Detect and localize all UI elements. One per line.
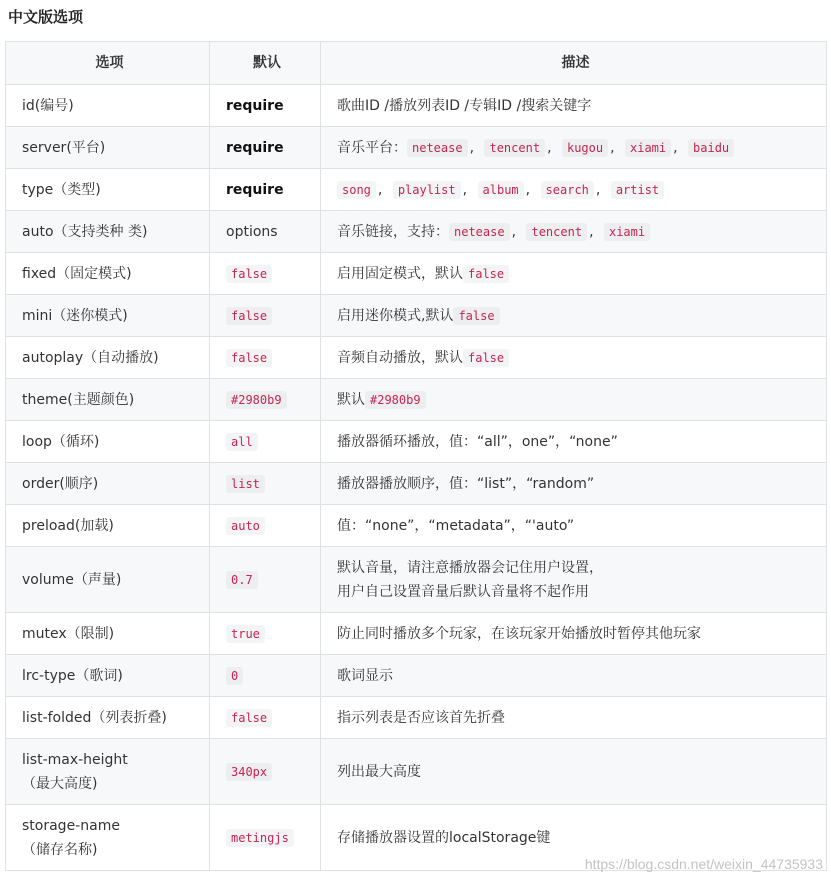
option-name: volume（声量) xyxy=(22,571,122,588)
option-name: mini（迷你模式) xyxy=(22,307,128,324)
separator: , xyxy=(610,139,615,156)
description-text: 防止同时播放多个玩家，在该玩家开始播放时暂停其他玩家 xyxy=(337,625,701,642)
default-value-cell xyxy=(210,169,321,211)
table-row xyxy=(6,211,827,253)
separator: , xyxy=(595,181,601,198)
option-name-cell xyxy=(6,655,210,697)
description-code: artist xyxy=(611,181,664,199)
description-line: 用户自己设置音量后默认音量将不起作用 xyxy=(337,583,589,600)
option-name: order(顺序) xyxy=(22,475,99,492)
default-value-code: 0.7 xyxy=(226,571,258,589)
default-value-cell xyxy=(210,805,321,871)
option-name-cell xyxy=(6,169,210,211)
default-value-cell xyxy=(210,421,321,463)
default-value-code: metingjs xyxy=(226,829,294,847)
default-value-cell xyxy=(210,739,321,805)
description-cell xyxy=(321,655,827,697)
option-name: server(平台) xyxy=(22,139,106,156)
option-name: fixed（固定模式) xyxy=(22,265,132,282)
option-name-line: （储存名称) xyxy=(22,841,98,858)
option-name: theme(主题颜色) xyxy=(22,391,135,408)
description-cell xyxy=(321,253,827,295)
option-name: loop（循环) xyxy=(22,433,100,450)
default-value-code: #2980b9 xyxy=(226,391,287,409)
description-cell xyxy=(321,85,827,127)
default-value-cell xyxy=(210,337,321,379)
column-header-default: 默认 xyxy=(210,42,321,85)
default-value-code: 0 xyxy=(226,667,243,685)
default-value-cell xyxy=(210,613,321,655)
default-value-cell xyxy=(210,127,321,169)
description-text: 歌曲ID /播放列表ID /专辑ID /搜索关键字 xyxy=(337,97,592,114)
description-text: 存储播放器设置的localStorage键 xyxy=(337,829,551,846)
separator: , xyxy=(525,181,531,198)
default-value-code: false xyxy=(226,265,272,283)
option-name-cell xyxy=(6,211,210,253)
table-row xyxy=(6,379,827,421)
default-value-cell xyxy=(210,697,321,739)
option-name: id(编号) xyxy=(22,97,74,114)
default-value-cell xyxy=(210,253,321,295)
option-name: preload(加载) xyxy=(22,517,114,534)
description-code: xiami xyxy=(604,223,650,241)
column-header-description: 描述 xyxy=(321,42,827,85)
description-text: 值：“none”，“metadata”，“'auto” xyxy=(337,517,575,534)
description-code: song xyxy=(337,181,376,199)
table-row xyxy=(6,127,827,169)
description-code: search xyxy=(541,181,594,199)
description-cell xyxy=(321,337,827,379)
option-name-line: storage-name xyxy=(22,817,120,834)
option-name: mutex（限制) xyxy=(22,625,115,642)
description-prefix: 音频自动播放，默认 xyxy=(337,349,463,366)
description-cell xyxy=(321,211,827,253)
option-name-cell xyxy=(6,547,210,613)
watermark: https://blog.csdn.net/weixin_44735933 xyxy=(584,856,823,872)
description-text: 播放器播放顺序，值：“list”，“random” xyxy=(337,475,595,492)
description-text: 指示列表是否应该首先折叠 xyxy=(337,709,505,726)
table-row xyxy=(6,337,827,379)
separator: , xyxy=(511,223,517,240)
separator: , xyxy=(469,139,475,156)
default-value-code: 340px xyxy=(226,763,272,781)
default-value-code: all xyxy=(226,433,258,451)
option-name-cell xyxy=(6,127,210,169)
option-name-cell xyxy=(6,85,210,127)
table-row xyxy=(6,697,827,739)
table-row xyxy=(6,613,827,655)
option-name-cell xyxy=(6,295,210,337)
description-text: 播放器循环播放，值：“all”，one”，“none” xyxy=(337,433,618,450)
option-name-cell xyxy=(6,337,210,379)
default-value-code: true xyxy=(226,625,265,643)
description-prefix: 音乐链接，支持： xyxy=(337,223,449,240)
description-prefix: 默认 xyxy=(337,391,365,408)
description-cell xyxy=(321,379,827,421)
default-value: options xyxy=(226,223,278,240)
option-name: type（类型) xyxy=(22,181,101,198)
description-code: tencent xyxy=(526,223,587,241)
default-value-cell xyxy=(210,505,321,547)
description-code: xiami xyxy=(625,139,671,157)
separator: , xyxy=(673,139,678,156)
table-row xyxy=(6,169,827,211)
table-header-row xyxy=(6,42,827,85)
table-row xyxy=(6,547,827,613)
description-cell xyxy=(321,127,827,169)
option-name: autoplay（自动播放) xyxy=(22,349,159,366)
option-name-cell xyxy=(6,253,210,295)
separator: , xyxy=(547,139,552,156)
description-prefix: 启用迷你模式,默认 xyxy=(337,307,454,324)
default-value-code: false xyxy=(226,349,272,367)
description-cell xyxy=(321,739,827,805)
description-code: baidu xyxy=(688,139,734,157)
description-text: 歌词显示 xyxy=(337,667,393,684)
description-code: playlist xyxy=(393,181,461,199)
description-cell xyxy=(321,613,827,655)
option-name: lrc-type（歌词) xyxy=(22,667,123,684)
option-name-line: list-max-height xyxy=(22,751,128,768)
table-row xyxy=(6,421,827,463)
option-name: list-folded（列表折叠) xyxy=(22,709,167,726)
default-value-cell xyxy=(210,295,321,337)
description-code: tencent xyxy=(484,139,545,157)
option-name: auto（支持类种 类) xyxy=(22,223,148,240)
default-value: require xyxy=(226,139,284,156)
description-cell xyxy=(321,697,827,739)
table-row xyxy=(6,85,827,127)
description-cell xyxy=(321,463,827,505)
description-cell xyxy=(321,295,827,337)
description-code: false xyxy=(453,307,499,325)
description-code: netease xyxy=(407,139,468,157)
option-name-cell xyxy=(6,805,210,871)
description-code: false xyxy=(463,265,509,283)
option-name-line: （最大高度) xyxy=(22,775,98,792)
description-line: 默认音量，请注意播放器会记住用户设置， xyxy=(337,559,603,576)
option-name-cell xyxy=(6,697,210,739)
table-row xyxy=(6,655,827,697)
column-header-option: 选项 xyxy=(6,42,210,85)
section-title: 中文版选项 xyxy=(8,8,84,26)
option-name-cell xyxy=(6,379,210,421)
description-code: kugou xyxy=(562,139,608,157)
default-value-cell xyxy=(210,655,321,697)
description-cell xyxy=(321,421,827,463)
separator: , xyxy=(462,181,468,198)
default-value-cell xyxy=(210,463,321,505)
options-table xyxy=(5,41,827,871)
default-value-code: false xyxy=(226,307,272,325)
description-code: false xyxy=(463,349,509,367)
table-row xyxy=(6,463,827,505)
default-value-cell xyxy=(210,379,321,421)
option-name-cell xyxy=(6,505,210,547)
description-prefix: 音乐平台： xyxy=(337,139,407,156)
separator: , xyxy=(377,181,383,198)
default-value: require xyxy=(226,181,284,198)
table-row xyxy=(6,253,827,295)
default-value: require xyxy=(226,97,284,114)
description-code: album xyxy=(478,181,524,199)
default-value-cell xyxy=(210,211,321,253)
table-row xyxy=(6,505,827,547)
table-row xyxy=(6,295,827,337)
default-value-code: list xyxy=(226,475,265,493)
description-cell xyxy=(321,547,827,613)
description-code: #2980b9 xyxy=(365,391,426,409)
description-code: netease xyxy=(449,223,510,241)
option-name-cell xyxy=(6,421,210,463)
description-cell xyxy=(321,505,827,547)
description-cell xyxy=(321,169,827,211)
separator: , xyxy=(589,223,594,240)
option-name-cell xyxy=(6,739,210,805)
table-body xyxy=(6,85,827,871)
option-name-cell xyxy=(6,613,210,655)
default-value-cell xyxy=(210,85,321,127)
default-value-code: auto xyxy=(226,517,265,535)
description-prefix: 启用固定模式，默认 xyxy=(337,265,463,282)
table-row xyxy=(6,739,827,805)
description-text: 列出最大高度 xyxy=(337,763,421,780)
default-value-code: false xyxy=(226,709,272,727)
option-name-cell xyxy=(6,463,210,505)
default-value-cell xyxy=(210,547,321,613)
